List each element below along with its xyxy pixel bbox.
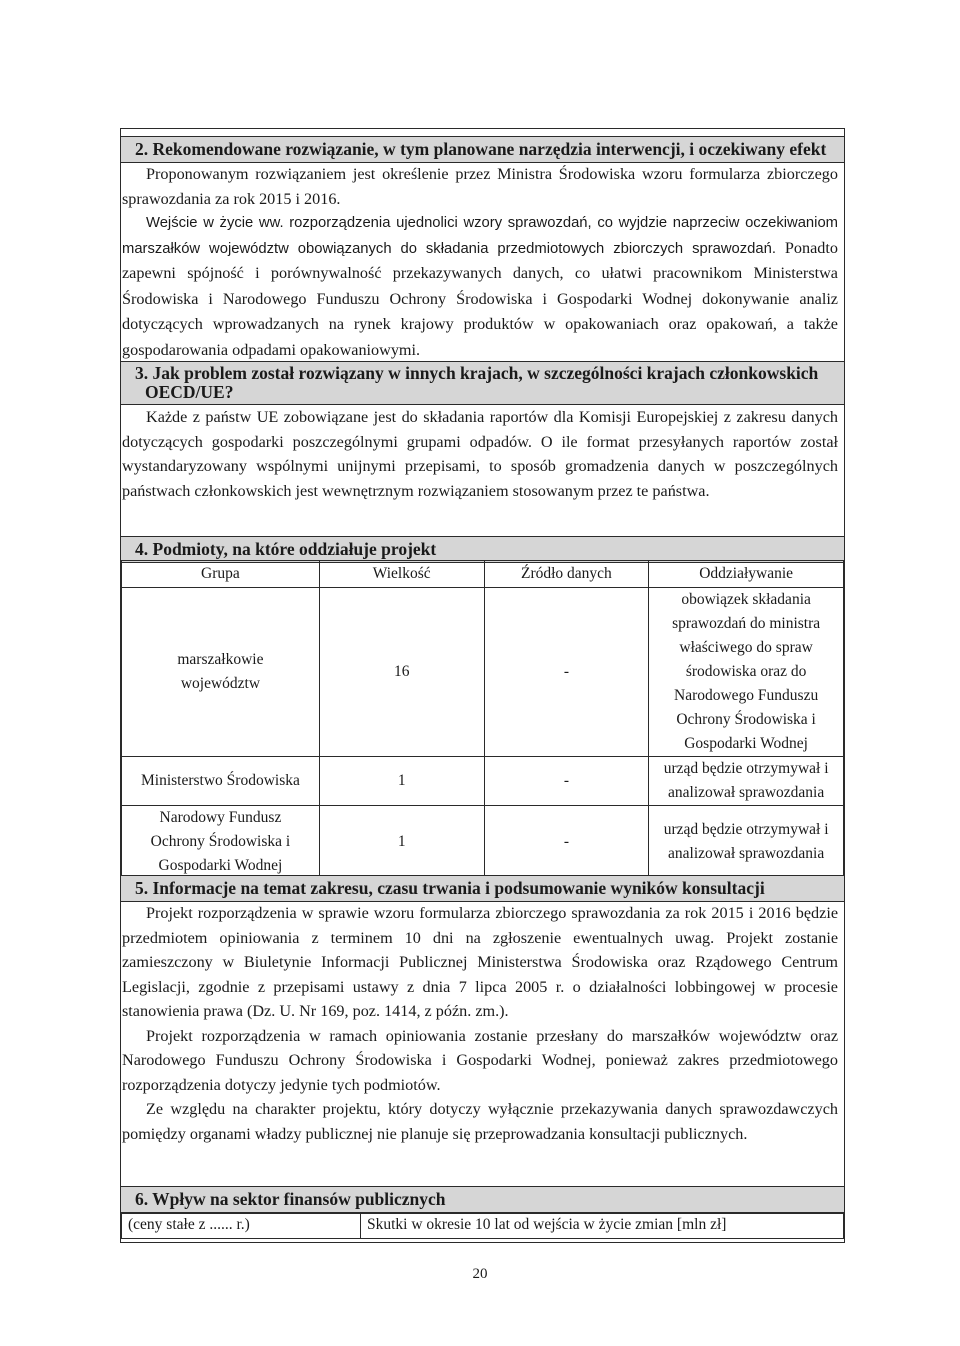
cell-wielkosc: 1 xyxy=(319,806,484,879)
cell-wielkosc: 1 xyxy=(319,757,484,806)
cell-wielkosc: 16 xyxy=(319,588,484,757)
effects-cell: Skutki w okresie 10 lat od wejścia w życie zmian [mln zł] xyxy=(360,1213,844,1239)
section-2-paragraph-2a: Wejście w życie ww. rozporządzenia ujednolici wzory sprawozdań, co wyjdzie naprzeciw oczekiwaniom marszałków województw obowiązanych do składania przedmiotowych zbiorczych sprawozdań. xyxy=(122,215,838,257)
section-5-paragraph-3: Ze względu na charakter projektu, który dotyczy wyłącznie przekazywania danych sprawozdawczych pomiędzy organami władzy publicznej nie planuje się przeprowadzania konsultacji publicznych. xyxy=(122,1100,838,1143)
section-3-heading-line-2: OECD/UE? xyxy=(145,382,234,402)
section-4-heading: 4. Podmioty, na które oddziałuje projekt xyxy=(121,536,844,563)
section-2-paragraph-1: Proponowanym rozwiązaniem jest określenie przez Ministra Środowiska wzoru formularza zbiorczego sprawozdania za rok 2015 i 2016. xyxy=(122,165,838,208)
table-row xyxy=(122,757,844,806)
cell-grupa: Narodowy Fundusz Ochrony Środowiska i Gospodarki Wodnej xyxy=(122,806,320,879)
section-2-heading: 2. Rekomendowane rozwiązanie, w tym planowane narzędzia interwencji, i oczekiwany efekt xyxy=(121,136,844,163)
section-2-body xyxy=(122,162,838,363)
section-3-body xyxy=(122,405,838,503)
cell-zrodlo: - xyxy=(484,806,649,879)
column-header-wielkosc: Wielkość xyxy=(319,561,484,588)
section-3-paragraph-1: Każde z państw UE zobowiązane jest do składania raportów dla Komisji Europejskiej z zakresu danych dotyczących gospodarki poszczególnymi grupami odpadów. O ile format przesyłanych raportów został wystandaryzowany wspólnymi unijnymi przepisami, to sposób gromadzenia danych w poszczególnych państwach członkowskich jest wewnętrznym rozwiązaniem stosowanym przez te państwa. xyxy=(122,408,838,500)
section-3-heading xyxy=(121,361,844,405)
section-6-heading: 6. Wpływ na sektor finansów publicznych xyxy=(121,1186,844,1213)
column-header-oddzialywanie: Oddziaływanie xyxy=(649,561,844,588)
cell-zrodlo: - xyxy=(484,757,649,806)
section-5-body xyxy=(122,901,838,1146)
section-5-paragraph-2: Projekt rozporządzenia w ramach opiniowania zostanie przesłany do marszałków województw oraz Narodowego Funduszu Ochrony Środowiska i Gospodarki Wodnej, ponieważ zakres przedmiotowego rozporządzenia dotyczy jedynie tych podmiotów. xyxy=(122,1026,838,1094)
cell-grupa: Ministerstwo Środowiska xyxy=(122,757,320,806)
table-header-row xyxy=(122,561,844,588)
section-5-heading: 5. Informacje na temat zakresu, czasu trwania i podsumowanie wyników konsultacji xyxy=(121,875,844,902)
section-3-heading-line-1: 3. Jak problem został rozwiązany w innych krajach, w szczególności krajach członkowskich xyxy=(135,363,819,383)
cell-oddzialywanie: urząd będzie otrzymywał i analizował sprawozdania xyxy=(649,757,844,806)
prices-cell: (ceny stałe z ...... r.) xyxy=(121,1213,361,1239)
cell-zrodlo: - xyxy=(484,588,649,757)
stakeholders-table xyxy=(121,560,844,879)
column-header-zrodlo: Źródło danych xyxy=(484,561,649,588)
cell-oddzialywanie: obowiązek składania sprawozdań do ministra właściwego do spraw środowiska oraz do Narodowego Funduszu Ochrony Środowiska i Gospodarki Wodnej xyxy=(649,588,844,757)
cell-oddzialywanie: urząd będzie otrzymywał i analizował sprawozdania xyxy=(649,806,844,879)
section-2-paragraph-2 xyxy=(122,211,838,363)
table-row xyxy=(122,806,844,879)
page-number: 20 xyxy=(472,1266,488,1282)
table-row xyxy=(122,588,844,757)
cell-grupa: marszałkowie województw xyxy=(122,588,320,757)
section-2-paragraph-2b: Ponadto zapewni spójność i porównywalność przekazywanych danych, co ułatwi pracownikom Ministerstwa Środowiska i Narodowego Funduszu Ochrony Środowiska i Gospodarki Wodnej dokonywanie analiz dotyczących wprowadzanych na rynek krajowy produktów w opakowaniach oraz opakowań, a także gospodarowania odpadami opakowaniowymi. xyxy=(122,238,838,359)
section-5-paragraph-1: Projekt rozporządzenia w sprawie wzoru formularza zbiorczego sprawozdania za rok 2015 i 2016 będzie przedmiotem opiniowania z terminem 10 dni na zgłoszenie ewentualnych uwag. Projekt zostanie zamieszczony w Biuletynie Informacji Publicznej Ministerstwa Środowiska oraz Rządowego Centrum Legislacji, zgodnie z przepisami ustawy z dnia 7 lipca 2005 r. o działalności lobbingowej w procesie stanowienia prawa (Dz. U. Nr 169, poz. 1414, z późn. zm.). xyxy=(122,904,838,1020)
column-header-grupa: Grupa xyxy=(122,561,320,588)
